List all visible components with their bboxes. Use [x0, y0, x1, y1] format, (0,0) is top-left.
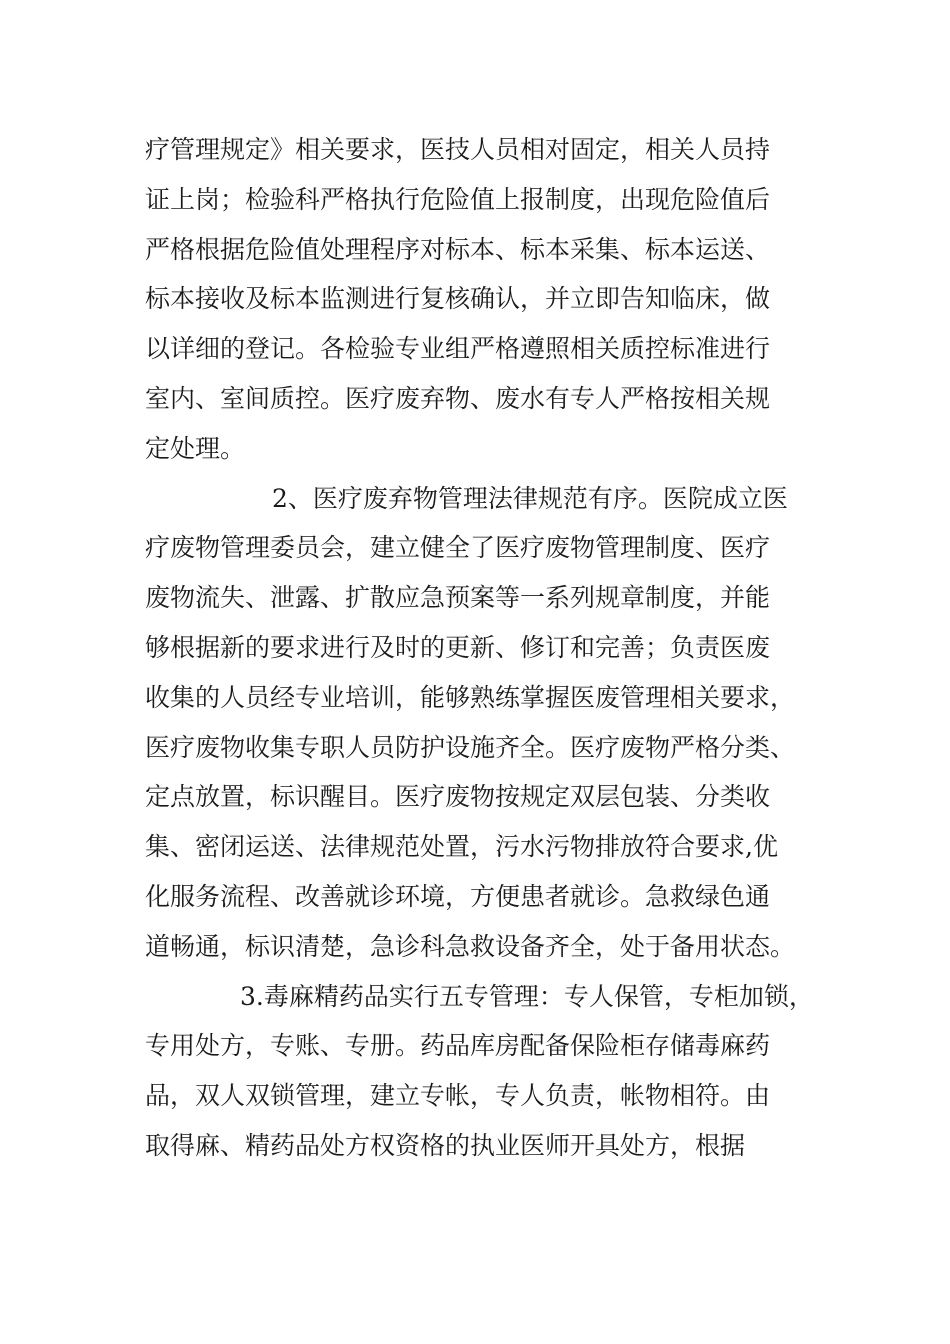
text-line: 定点放置，标识醒目。医疗废物按规定双层包装、分类收 — [145, 782, 771, 812]
text-line: 道畅通，标识清楚，急诊科急救设备齐全，处于备用状态。 — [145, 931, 796, 961]
text-line: 医疗废物收集专职人员防护设施齐全。医疗废物严格分类、 — [145, 732, 796, 762]
text-line: 疗废物管理委员会，建立健全了医疗废物管理制度、医疗 — [145, 533, 771, 563]
text-line: 品，双人双锁管理，建立专帐，专人负责，帐物相符。由 — [145, 1081, 771, 1111]
text-line: 定处理。 — [145, 433, 246, 463]
body-text — [145, 125, 825, 1171]
text-line: 严格根据危险值处理程序对标本、标本采集、标本运送、 — [145, 234, 771, 264]
text-line: 废物流失、泄露、扩散应急预案等一系列规章制度，并能 — [145, 583, 771, 613]
text-line: 证上岗；检验科严格执行危险值上报制度，出现危险值后 — [145, 184, 771, 214]
paragraph-start-line: 2、医疗废弃物管理法律规范有序。医院成立医 — [272, 483, 788, 513]
text-line: 专用处方，专账、专册。药品库房配备保险柜存储毒麻药 — [145, 1031, 771, 1061]
text-line: 取得麻、精药品处方权资格的执业医师开具处方，根据 — [145, 1130, 746, 1160]
text-line: 室内、室间质控。医疗废弃物、废水有专人严格按相关规 — [145, 383, 771, 413]
text-line: 收集的人员经专业培训，能够熟练掌握医废管理相关要求， — [145, 682, 796, 712]
text-line: 够根据新的要求进行及时的更新、修订和完善；负责医废 — [145, 632, 771, 662]
text-line: 疗管理规定》相关要求，医技人员相对固定，相关人员持 — [145, 135, 771, 164]
paragraph-start-line: 3.毒麻精药品实行五专管理：专人保管，专柜加锁， — [240, 981, 814, 1011]
text-line: 集、密闭运送、法律规范处置，污水污物排放符合要求,优 — [145, 832, 778, 862]
text-line: 以详细的登记。各检验专业组严格遵照相关质控标准进行 — [145, 334, 771, 364]
text-line: 标本接收及标本监测进行复核确认，并立即告知临床，做 — [145, 284, 771, 314]
text-line: 化服务流程、改善就诊环境，方便患者就诊。急救绿色通 — [145, 881, 771, 911]
